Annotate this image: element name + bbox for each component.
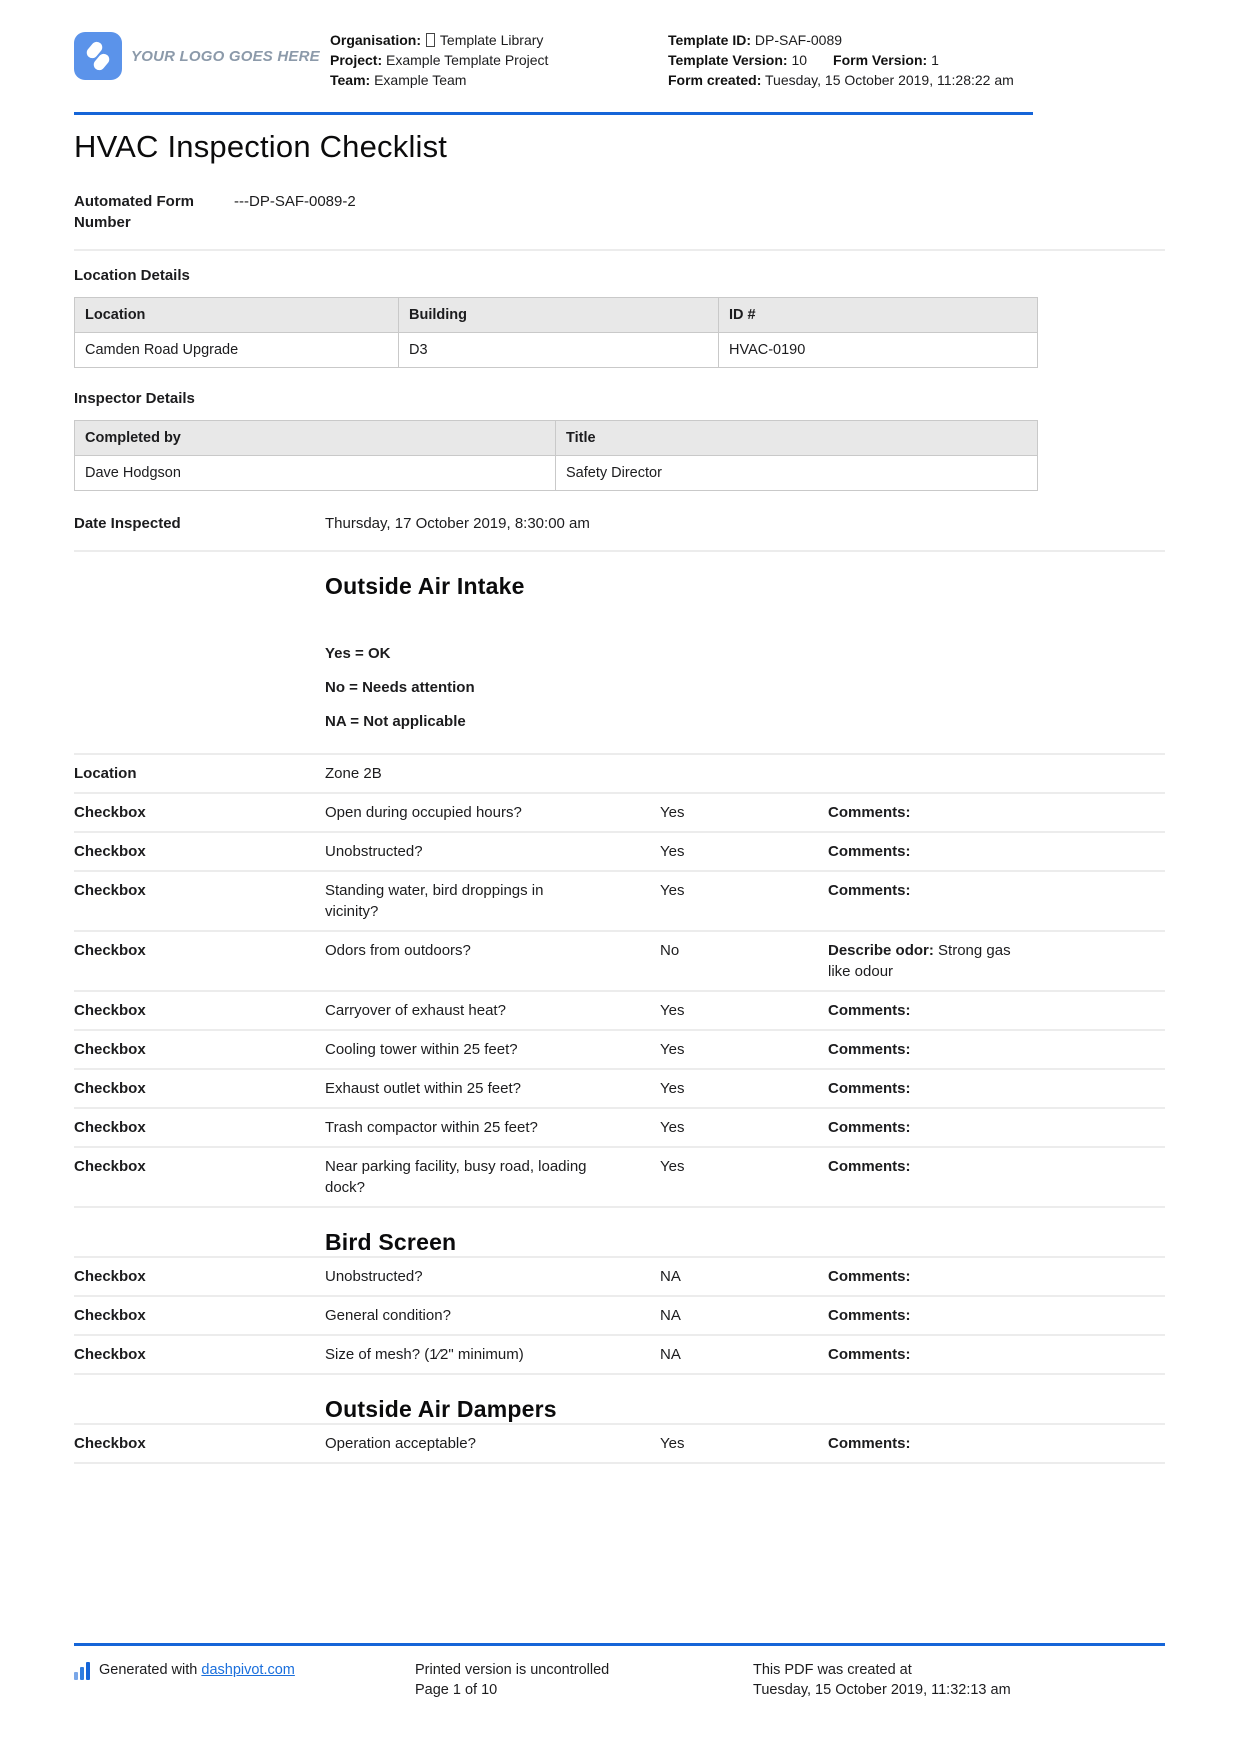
row-comment <box>828 1000 1033 1021</box>
date-inspected-row <box>74 513 1165 534</box>
row-comment <box>828 1344 1033 1365</box>
row-question: General condition? <box>325 1307 451 1324</box>
row-comment-label: Comments: <box>828 1080 911 1097</box>
row-answer: Yes <box>660 882 685 899</box>
dashpivot-link[interactable]: dashpivot.com <box>201 1662 295 1678</box>
row-comment-label: Comments: <box>828 1307 911 1324</box>
row-comment-label: Comments: <box>828 1268 911 1285</box>
row-question: Standing water, bird droppings in vicinity? <box>325 882 544 920</box>
row-answer: Yes <box>660 1002 685 1019</box>
row-comment <box>828 1156 1033 1177</box>
generated-prefix: Generated with <box>99 1662 202 1678</box>
row-comment-label: Comments: <box>828 1041 911 1058</box>
team-value: Example Team <box>374 72 467 88</box>
row-comment <box>828 880 1033 901</box>
section-heading: Outside Air Intake <box>325 573 525 599</box>
organisation-label: Organisation: <box>330 32 422 48</box>
row-answer: Yes <box>660 1119 685 1136</box>
page-number-text: Page 1 of 10 <box>415 1682 498 1698</box>
page-header <box>74 30 1165 90</box>
row-question: Carryover of exhaust heat? <box>325 1002 506 1019</box>
row-answer: NA <box>660 1268 681 1285</box>
checklist-sections <box>74 573 1165 1464</box>
page-footer <box>74 1643 1165 1700</box>
table-row <box>75 456 1038 491</box>
form-number-row <box>74 191 1165 233</box>
checklist-row <box>74 1334 1165 1373</box>
pdf-created-timestamp: Tuesday, 15 October 2019, 11:32:13 am <box>753 1682 1011 1698</box>
row-label: Checkbox <box>74 1268 146 1285</box>
row-label: Checkbox <box>74 1002 146 1019</box>
project-value: Example Template Project <box>386 52 549 68</box>
missing-glyph-box <box>426 33 435 47</box>
checklist-row <box>74 930 1165 990</box>
logo <box>74 30 330 80</box>
page-title: HVAC Inspection Checklist <box>74 129 448 164</box>
row-question: Cooling tower within 25 feet? <box>325 1041 518 1058</box>
row-label: Checkbox <box>74 1041 146 1058</box>
row-answer: NA <box>660 1307 681 1324</box>
row-comment-label: Comments: <box>828 1119 911 1136</box>
table-row <box>75 333 1038 368</box>
row-label: Checkbox <box>74 942 146 959</box>
printed-uncontrolled-text: Printed version is uncontrolled <box>415 1662 610 1678</box>
location-details-heading: Location Details <box>74 267 190 284</box>
header-meta-left <box>330 30 668 90</box>
legend-item: No = Needs attention <box>325 679 475 696</box>
row-question: Size of mesh? (1⁄2" minimum) <box>325 1346 524 1363</box>
row-question: Odors from outdoors? <box>325 942 471 959</box>
row-answer: Yes <box>660 1158 685 1175</box>
footer-printed <box>415 1660 753 1700</box>
row-question: Unobstructed? <box>325 843 423 860</box>
row-question: Unobstructed? <box>325 1268 423 1285</box>
form-number-value: ---DP-SAF-0089-2 <box>234 193 356 210</box>
row-label: Checkbox <box>74 1119 146 1136</box>
template-version-value: 10 <box>791 52 808 68</box>
row-comment <box>828 1117 1033 1138</box>
row-comment-label: Describe odor: <box>828 942 934 959</box>
section-heading: Bird Screen <box>325 1229 457 1255</box>
form-version-label: Form Version: <box>833 52 928 68</box>
form-created-value: Tuesday, 15 October 2019, 11:28:22 am <box>765 72 1014 88</box>
row-answer: No <box>660 942 680 959</box>
row-comment-label: Comments: <box>828 882 911 899</box>
row-comment-label: Comments: <box>828 1346 911 1363</box>
checklist-row <box>74 831 1165 870</box>
team-line <box>330 70 668 90</box>
checklist-section <box>74 1229 1165 1375</box>
section-heading: Outside Air Dampers <box>325 1396 557 1422</box>
bar-chart-icon <box>74 1661 92 1681</box>
row-question: Operation acceptable? <box>325 1435 476 1452</box>
row-comment <box>828 1078 1033 1099</box>
versions-line <box>668 50 1040 70</box>
logo-icon <box>74 32 122 80</box>
inspector-details-heading: Inspector Details <box>74 390 195 407</box>
col-header-id: ID # <box>719 298 1038 333</box>
header-meta-right <box>668 30 1040 90</box>
checklist-row <box>74 1256 1165 1295</box>
row-label: Checkbox <box>74 1435 146 1452</box>
row-question: Open during occupied hours? <box>325 804 522 821</box>
row-label: Checkbox <box>74 882 146 899</box>
row-comment <box>828 1305 1033 1326</box>
row-comment-label: Comments: <box>828 1158 911 1175</box>
checklist-row <box>74 1423 1165 1462</box>
inspector-details-table <box>74 420 1038 491</box>
checklist-row <box>74 990 1165 1029</box>
location-details-table <box>74 297 1038 368</box>
checklist-row <box>74 792 1165 831</box>
pdf-created-label: This PDF was created at <box>753 1662 912 1678</box>
row-label: Checkbox <box>74 804 146 821</box>
footer-generated <box>74 1660 415 1700</box>
footer-created <box>753 1660 1123 1700</box>
checklist-row <box>74 1146 1165 1206</box>
section-legend <box>325 644 1165 731</box>
row-comment <box>828 841 1033 862</box>
template-id-value: DP-SAF-0089 <box>754 32 843 48</box>
row-comment <box>828 802 1033 823</box>
row-answer: Yes <box>660 1080 685 1097</box>
row-answer: Yes <box>660 1435 685 1452</box>
row-question: Zone 2B <box>325 765 382 782</box>
row-question: Exhaust outlet within 25 feet? <box>325 1080 521 1097</box>
cell-location: Camden Road Upgrade <box>75 333 399 368</box>
row-label: Checkbox <box>74 1080 146 1097</box>
generated-with-text <box>99 1660 295 1680</box>
template-id-label: Template ID: <box>668 32 751 48</box>
col-header-completed-by: Completed by <box>75 421 556 456</box>
row-comment <box>828 1433 1033 1454</box>
col-header-title: Title <box>556 421 1038 456</box>
team-label: Team: <box>330 72 371 88</box>
row-label: Checkbox <box>74 1307 146 1324</box>
divider <box>74 249 1165 251</box>
cell-building: D3 <box>399 333 719 368</box>
organisation-value: Template Library <box>439 32 544 48</box>
row-comment-label: Comments: <box>828 804 911 821</box>
cell-title: Safety Director <box>556 456 1038 491</box>
checklist-row <box>74 1107 1165 1146</box>
row-comment-text: Strong gas like odour <box>828 942 1011 980</box>
col-header-location: Location <box>75 298 399 333</box>
project-label: Project: <box>330 52 383 68</box>
cell-id: HVAC-0190 <box>719 333 1038 368</box>
checklist-row <box>74 1029 1165 1068</box>
template-version-label: Template Version: <box>668 52 788 68</box>
project-line <box>330 50 668 70</box>
row-label: Checkbox <box>74 843 146 860</box>
row-question: Trash compactor within 25 feet? <box>325 1119 538 1136</box>
header-divider <box>74 112 1033 115</box>
date-inspected-value: Thursday, 17 October 2019, 8:30:00 am <box>325 515 590 532</box>
checklist-row <box>74 1068 1165 1107</box>
row-comment <box>828 1039 1033 1060</box>
row-label: Checkbox <box>74 1158 146 1175</box>
cell-completed-by: Dave Hodgson <box>75 456 556 491</box>
form-version-value: 1 <box>931 52 939 68</box>
form-number-label: Automated Form Number <box>74 193 194 231</box>
row-comment-label: Comments: <box>828 1002 911 1019</box>
col-header-building: Building <box>399 298 719 333</box>
checklist-row <box>74 1295 1165 1334</box>
row-answer: NA <box>660 1346 681 1363</box>
form-created-label: Form created: <box>668 72 762 88</box>
section-rows <box>74 1423 1165 1464</box>
row-comment <box>828 1266 1033 1287</box>
row-answer: Yes <box>660 843 685 860</box>
section-rows <box>74 1256 1165 1375</box>
row-comment-label: Comments: <box>828 1435 911 1452</box>
row-comment-label: Comments: <box>828 843 911 860</box>
date-inspected-label: Date Inspected <box>74 515 181 532</box>
row-answer: Yes <box>660 1041 685 1058</box>
checklist-row <box>74 753 1165 792</box>
checklist-section <box>74 1396 1165 1464</box>
logo-placeholder-text: YOUR LOGO GOES HERE <box>131 47 320 65</box>
section-rows <box>74 753 1165 1208</box>
organisation-line <box>330 30 668 50</box>
legend-item: Yes = OK <box>325 645 391 662</box>
legend-item: NA = Not applicable <box>325 713 466 730</box>
template-id-line <box>668 30 1040 50</box>
divider <box>74 550 1165 552</box>
checklist-section <box>74 573 1165 1208</box>
row-comment <box>828 940 1033 982</box>
row-label: Location <box>74 765 137 782</box>
row-question: Near parking facility, busy road, loading dock? <box>325 1158 587 1196</box>
row-answer: Yes <box>660 804 685 821</box>
row-label: Checkbox <box>74 1346 146 1363</box>
checklist-row <box>74 870 1165 930</box>
form-created-line <box>668 70 1040 90</box>
